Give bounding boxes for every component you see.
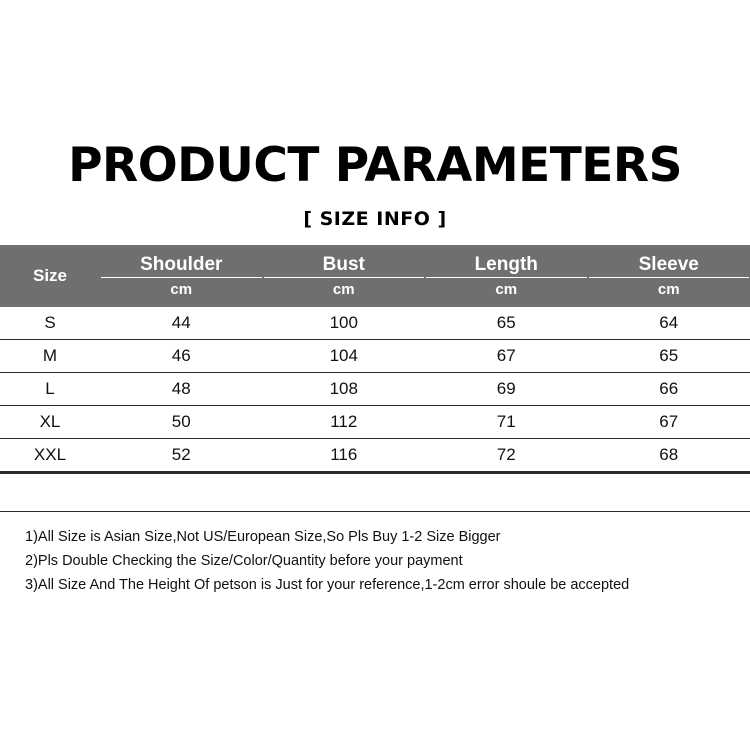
cell-size: S: [0, 307, 100, 340]
table-bottom-rule: [0, 472, 750, 474]
note-item: 2)Pls Double Checking the Size/Color/Quantity before your payment: [25, 553, 463, 569]
column-header-length-unit: cm: [426, 277, 587, 300]
cell-length: 65: [425, 307, 588, 340]
size-info-label: [ SIZE INFO ]: [303, 208, 447, 230]
cell-length: 72: [425, 439, 588, 472]
note-item: 3)All Size And The Height Of petson is Just for your reference,1-2cm error shoule be accepted: [25, 577, 630, 593]
column-header-bust-name: Bust: [322, 253, 365, 275]
table-header-row: [0, 245, 750, 307]
cell-shoulder: 44: [100, 307, 263, 340]
table-row: [0, 373, 750, 406]
cell-bust: 108: [263, 373, 426, 406]
column-header-sleeve: [588, 245, 750, 307]
notes-top-rule: [0, 511, 750, 512]
table-row: [0, 406, 750, 439]
cell-sleeve: 66: [588, 373, 750, 406]
cell-length: 69: [425, 373, 588, 406]
cell-bust: 104: [263, 340, 426, 373]
table-body: [0, 307, 750, 472]
column-header-shoulder: [100, 245, 263, 307]
column-header-bust-unit: cm: [264, 277, 425, 300]
cell-length: 67: [425, 340, 588, 373]
table-row: [0, 340, 750, 373]
column-header-sleeve-name: Sleeve: [638, 253, 699, 275]
column-header-length-name: Length: [474, 253, 538, 275]
column-header-shoulder-unit: cm: [101, 277, 262, 300]
size-table-container: [0, 245, 750, 472]
table-row: [0, 307, 750, 340]
cell-sleeve: 65: [588, 340, 750, 373]
cell-shoulder: 50: [100, 406, 263, 439]
notes-section: [25, 525, 725, 597]
cell-length: 71: [425, 406, 588, 439]
size-table: [0, 245, 750, 472]
cell-sleeve: 67: [588, 406, 750, 439]
cell-size: L: [0, 373, 100, 406]
page-title: PRODUCT PARAMETERS: [68, 138, 682, 193]
cell-bust: 116: [263, 439, 426, 472]
column-header-shoulder-name: Shoulder: [140, 253, 223, 275]
note-item: 1)All Size is Asian Size,Not US/European Size,So Pls Buy 1-2 Size Bigger: [25, 529, 501, 545]
cell-size: XXL: [0, 439, 100, 472]
cell-shoulder: 52: [100, 439, 263, 472]
column-header-length: [425, 245, 588, 307]
column-header-sleeve-unit: cm: [589, 277, 750, 300]
cell-bust: 100: [263, 307, 426, 340]
table-header: [0, 245, 750, 307]
cell-bust: 112: [263, 406, 426, 439]
cell-size: M: [0, 340, 100, 373]
cell-sleeve: 64: [588, 307, 750, 340]
column-header-size: Size: [32, 266, 68, 285]
cell-shoulder: 46: [100, 340, 263, 373]
column-header-bust: [263, 245, 426, 307]
cell-shoulder: 48: [100, 373, 263, 406]
cell-size: XL: [0, 406, 100, 439]
table-row: [0, 439, 750, 472]
cell-sleeve: 68: [588, 439, 750, 472]
